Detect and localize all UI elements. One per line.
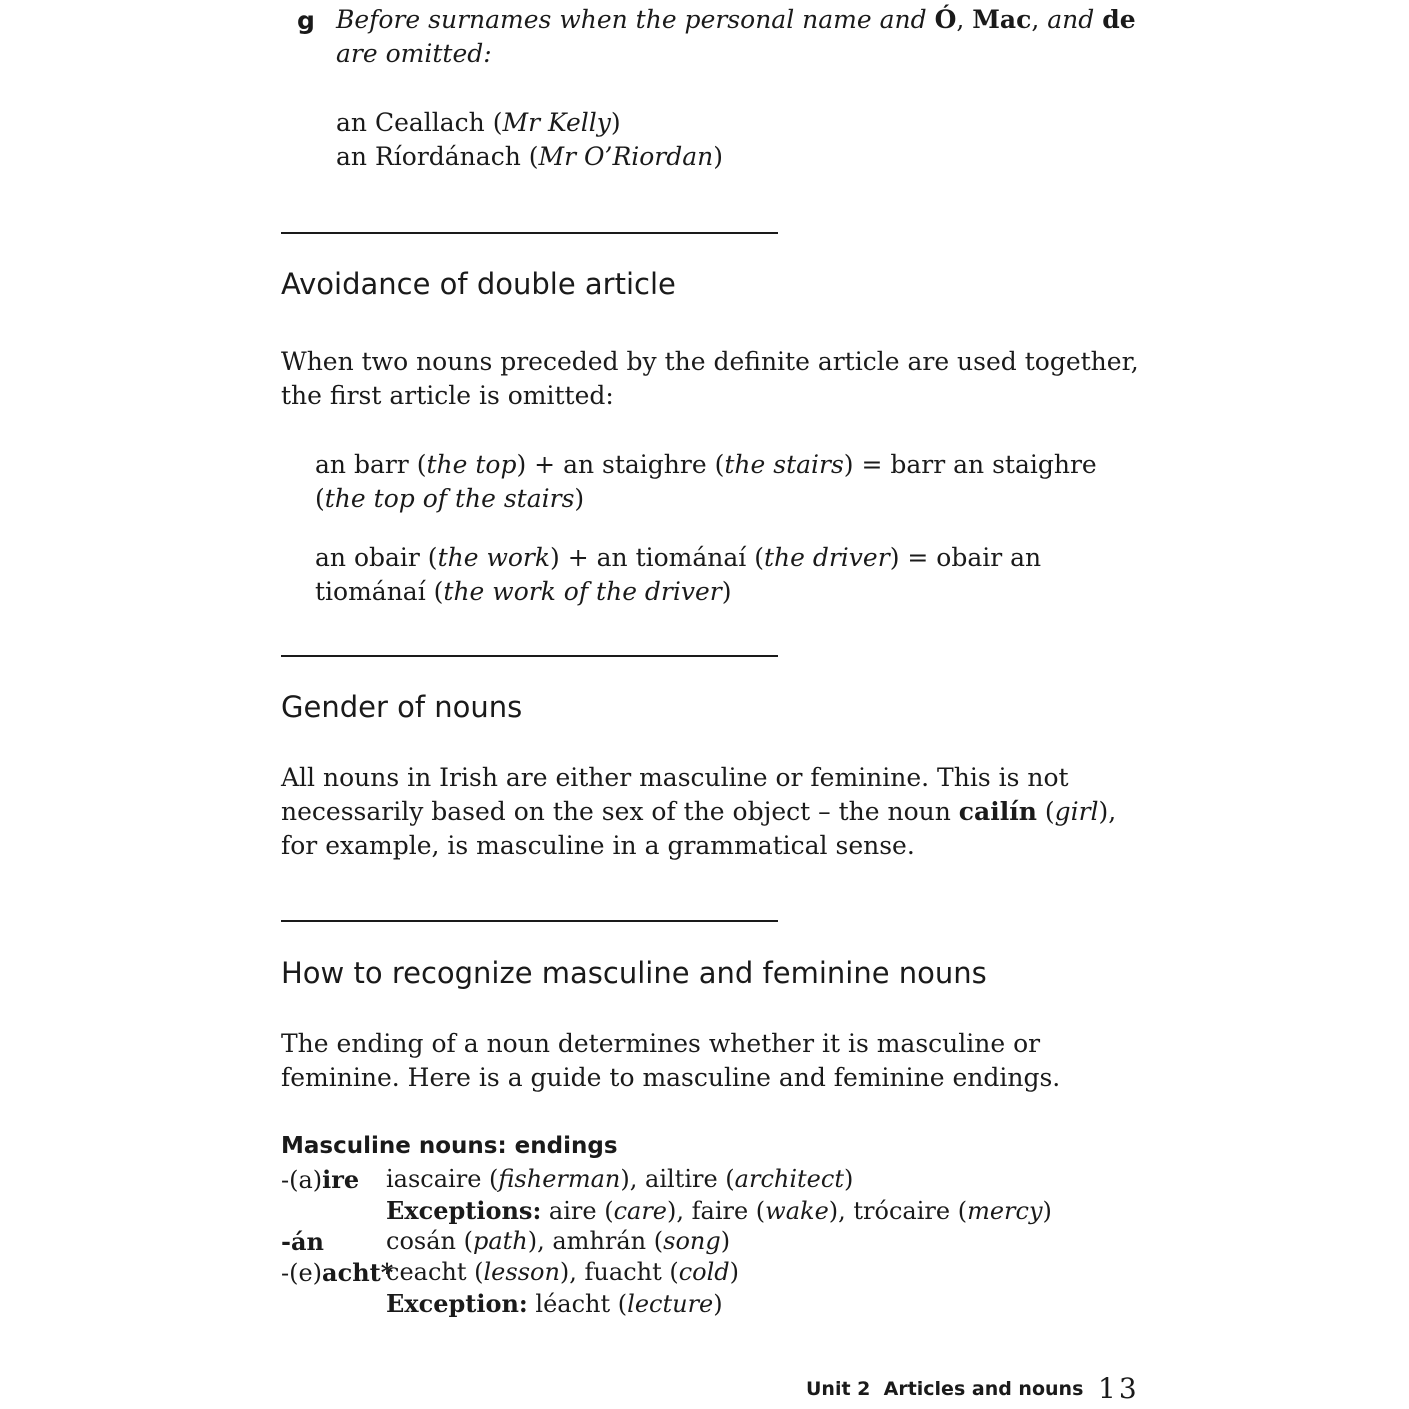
section-divider — [281, 655, 778, 657]
ending-row-aire-exceptions — [281, 1195, 1081, 1226]
ending-row-acht — [281, 1257, 1081, 1288]
gender-body-line1: All nouns in Irish are either masculine or feminine. This is not — [281, 763, 1069, 792]
section-divider — [281, 920, 778, 922]
running-head: Unit 2 Articles and nouns — [806, 1378, 1084, 1400]
gender-body-line2: necessarily based on the sex of the object – the noun cailín (girl), — [281, 797, 1117, 826]
heading-gender: Gender of nouns — [281, 690, 523, 724]
ending-label: -(e)acht* — [281, 1258, 394, 1287]
example-obair-line2: tiománaí (the work of the driver) — [315, 577, 732, 606]
section-divider — [281, 232, 778, 234]
ending-label: -án — [281, 1227, 324, 1256]
ending-examples: cosán (path), amhrán (song) — [386, 1227, 731, 1255]
recognize-body-line2: feminine. Here is a guide to masculine and feminine endings. — [281, 1063, 1061, 1092]
ending-examples: ceacht (lesson), fuacht (cold) — [386, 1258, 740, 1286]
heading-double-article: Avoidance of double article — [281, 267, 676, 301]
ending-exceptions: Exception: léacht (lecture) — [386, 1289, 723, 1318]
subheading-masculine-endings: Masculine nouns: endings — [281, 1133, 618, 1159]
gender-body-line3: for example, is masculine in a grammatical sense. — [281, 831, 915, 860]
ending-exceptions: Exceptions: aire (care), faire (wake), trócaire (mercy) — [386, 1196, 1052, 1225]
example-obair-line1: an obair (the work) + an tiománaí (the driver) = obair an — [315, 543, 1042, 572]
page-number: 13 — [1098, 1372, 1140, 1405]
double-article-body-line2: the first article is omitted: — [281, 381, 614, 410]
item-g-intro: Before surnames when the personal name and Ó, Mac, and de — [336, 5, 1136, 34]
example-riordanach: an Ríordánach (Mr O’Riordan) — [336, 142, 724, 171]
example-barr-line1: an barr (the top) + an staighre (the stairs) = barr an staighre — [315, 450, 1097, 479]
ending-examples: iascaire (fisherman), ailtire (architect) — [386, 1165, 854, 1193]
list-letter-g: g — [297, 6, 315, 35]
ending-row-aire — [281, 1164, 1081, 1195]
ending-row-an — [281, 1226, 1081, 1257]
heading-recognize: How to recognize masculine and feminine nouns — [281, 956, 987, 990]
ending-label: -(a)ire — [281, 1165, 360, 1194]
item-g-intro-line2: are omitted: — [336, 39, 492, 68]
ending-row-acht-exception — [281, 1288, 1081, 1319]
double-article-body-line1: When two nouns preceded by the definite article are used together, — [281, 347, 1139, 376]
recognize-body-line1: The ending of a noun determines whether it is masculine or — [281, 1029, 1041, 1058]
example-ceallach: an Ceallach (Mr Kelly) — [336, 108, 621, 137]
example-barr-line2: (the top of the stairs) — [315, 484, 585, 513]
